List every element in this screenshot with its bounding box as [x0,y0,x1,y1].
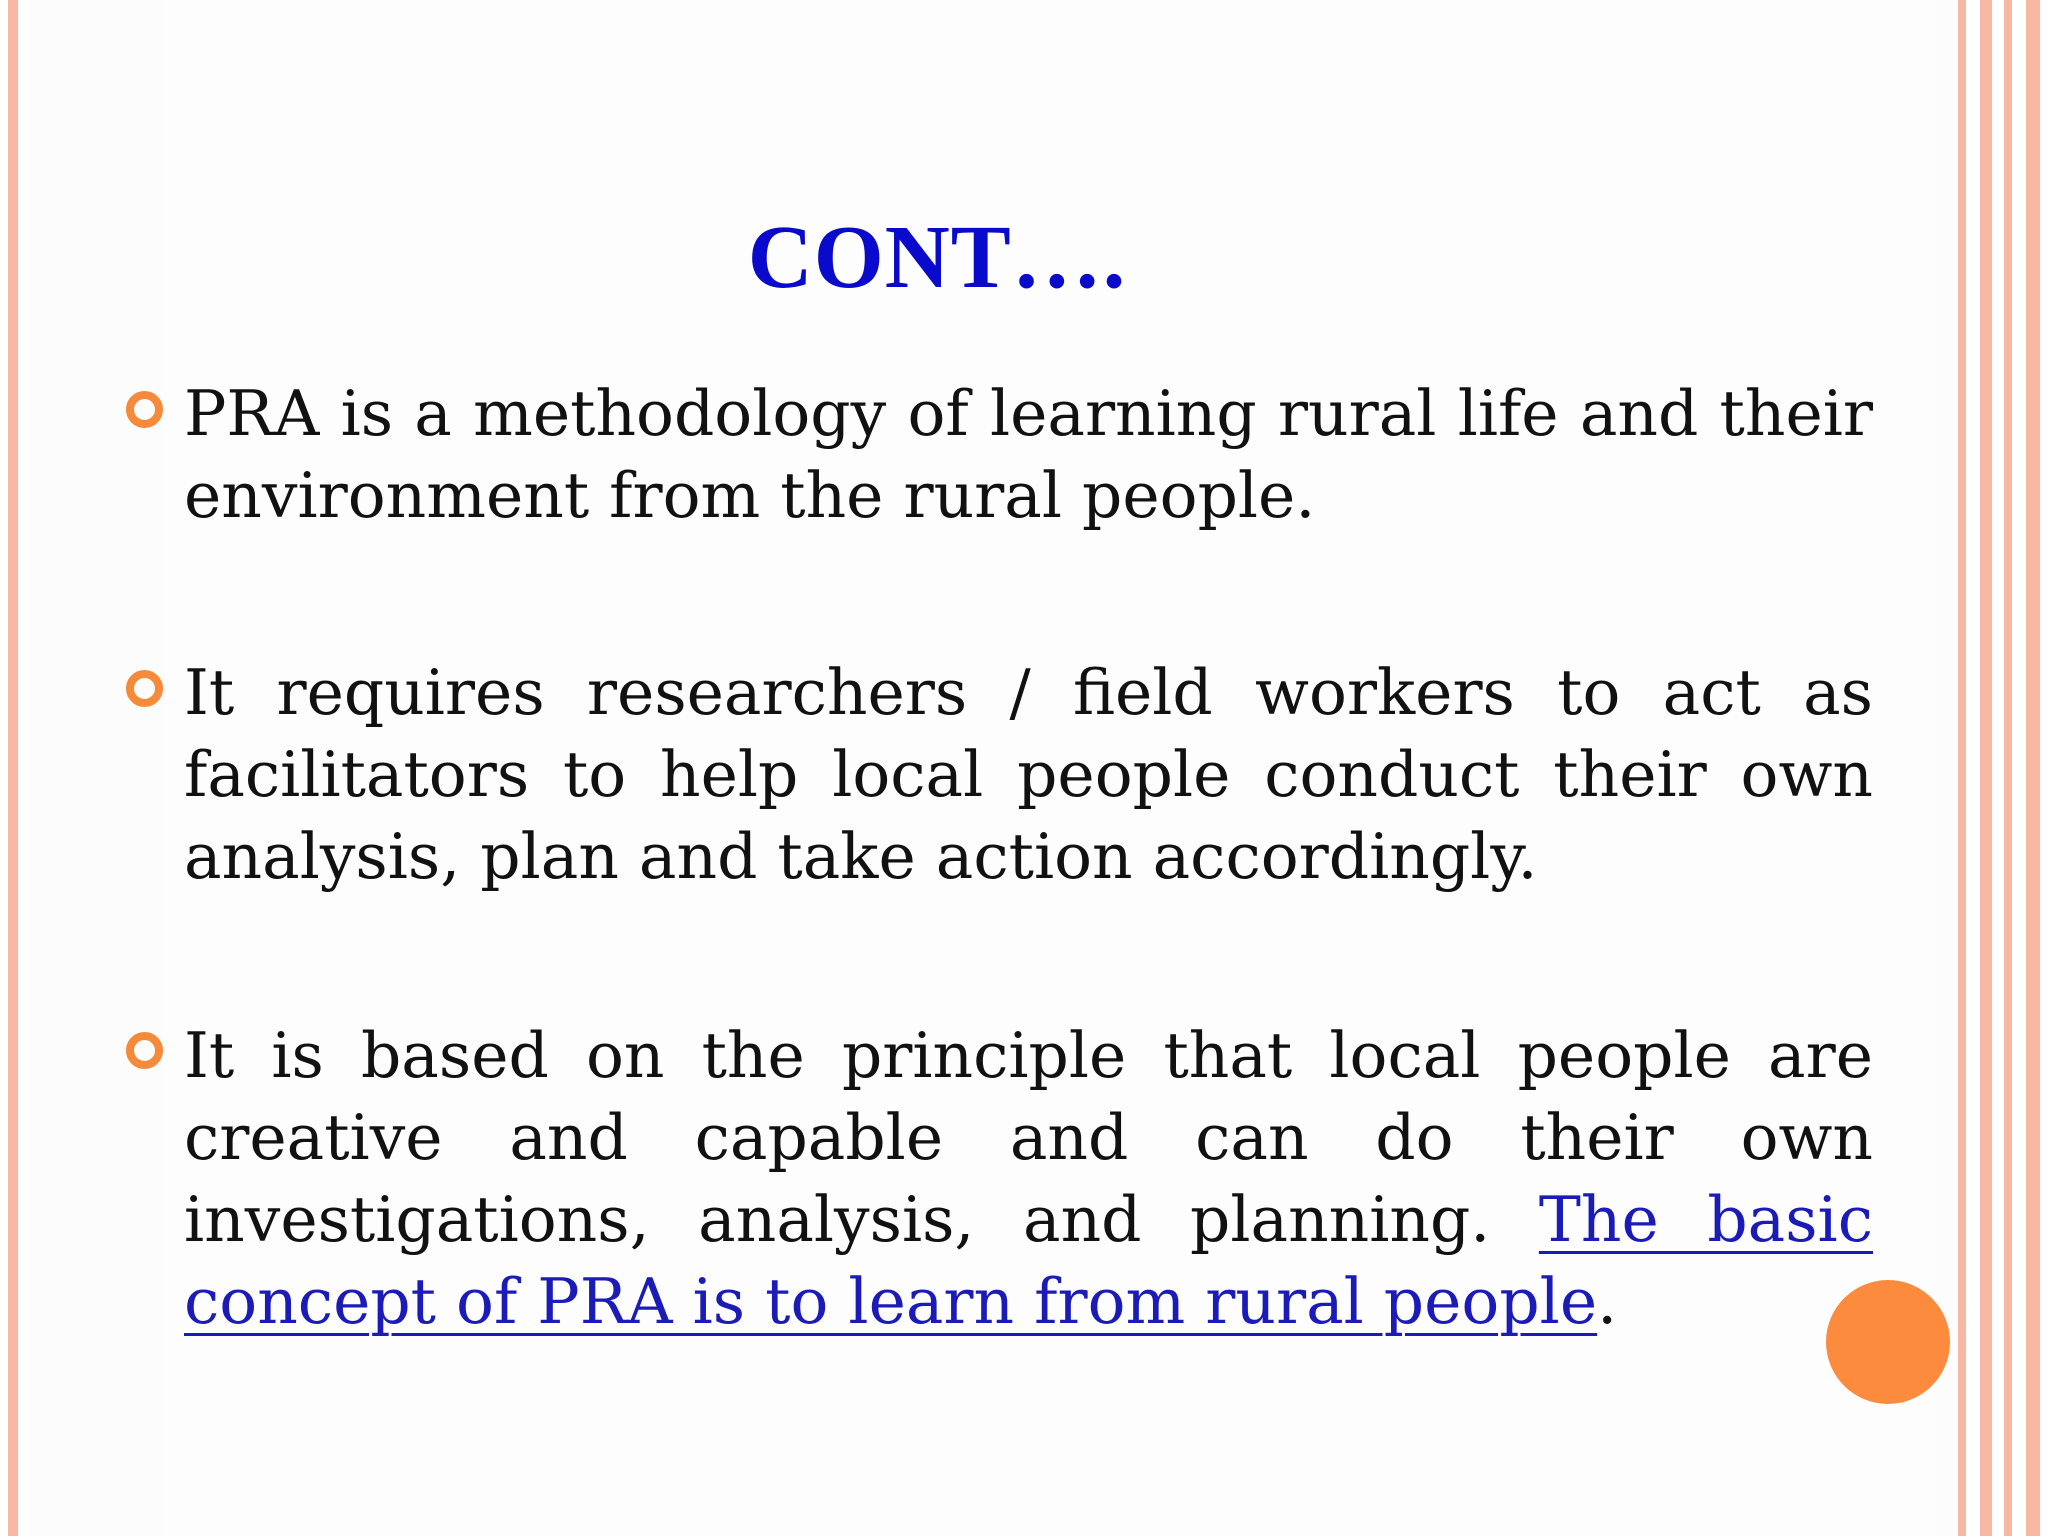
bullet-point-3 [184,1015,1873,1343]
bullet-point-1: PRA is a methodology of learning rural life and their environment from the rural people. [184,377,1873,532]
ring-bullet-icon [126,391,163,428]
bullet-point-2: It requires researchers / field workers to act as facilitators to help local people conduct their own analysis, plan and take action accordingly. [184,656,1873,893]
right-border-stripe [2026,0,2040,1536]
bullet-point-3-period: . [1597,1265,1618,1338]
concept-hyperlink[interactable]: The basic concept of PRA is to learn from rural people [184,1183,1873,1338]
slide-title: CONT…. [747,208,1127,307]
decorative-orange-circle [1826,1280,1950,1404]
right-border-stripe [1958,0,1966,1536]
ring-bullet-icon [126,670,163,707]
ring-bullet-icon [126,1032,163,1069]
right-border-stripe [2004,0,2012,1536]
bullet-point-3-text: It is based on the principle that local people are creative and capable and can do their own investigations, analysis, and planning. [184,1019,1873,1256]
right-border-stripe [1980,0,1992,1536]
